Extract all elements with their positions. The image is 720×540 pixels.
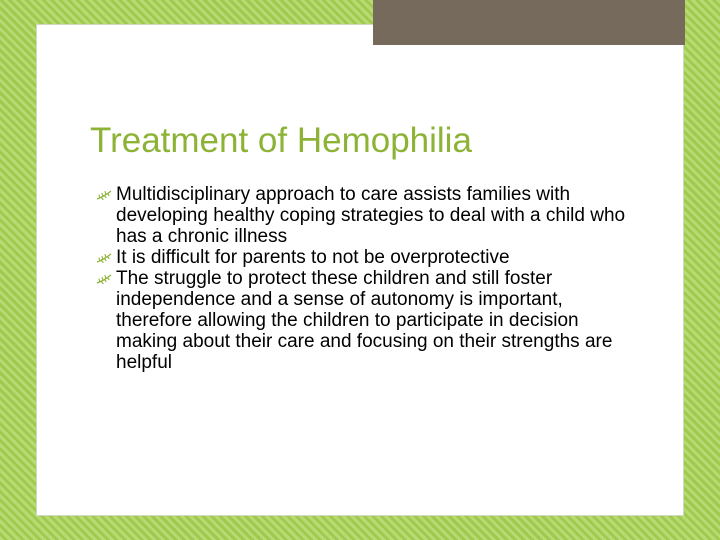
slide-title: Treatment of Hemophilia	[90, 121, 472, 160]
fern-leaf-icon	[96, 274, 112, 284]
bullet-text: It is difficult for parents to not be overprotective	[116, 247, 510, 268]
bullet-item	[96, 247, 626, 268]
fern-leaf-icon	[96, 253, 112, 263]
bullet-text: Multidisciplinary approach to care assists families with developing healthy coping strategies to deal with a child who has a chronic illness	[116, 184, 626, 247]
bullet-text: The struggle to protect these children and still foster independence and a sense of autonomy is important, therefore allowing the children to participate in decision making about their care and focusing on their strengths are helpful	[116, 268, 613, 373]
bullet-item	[96, 184, 626, 247]
bullet-list	[96, 184, 626, 373]
accent-bar	[373, 0, 685, 45]
bullet-item	[96, 268, 626, 373]
fern-leaf-icon	[96, 190, 112, 200]
